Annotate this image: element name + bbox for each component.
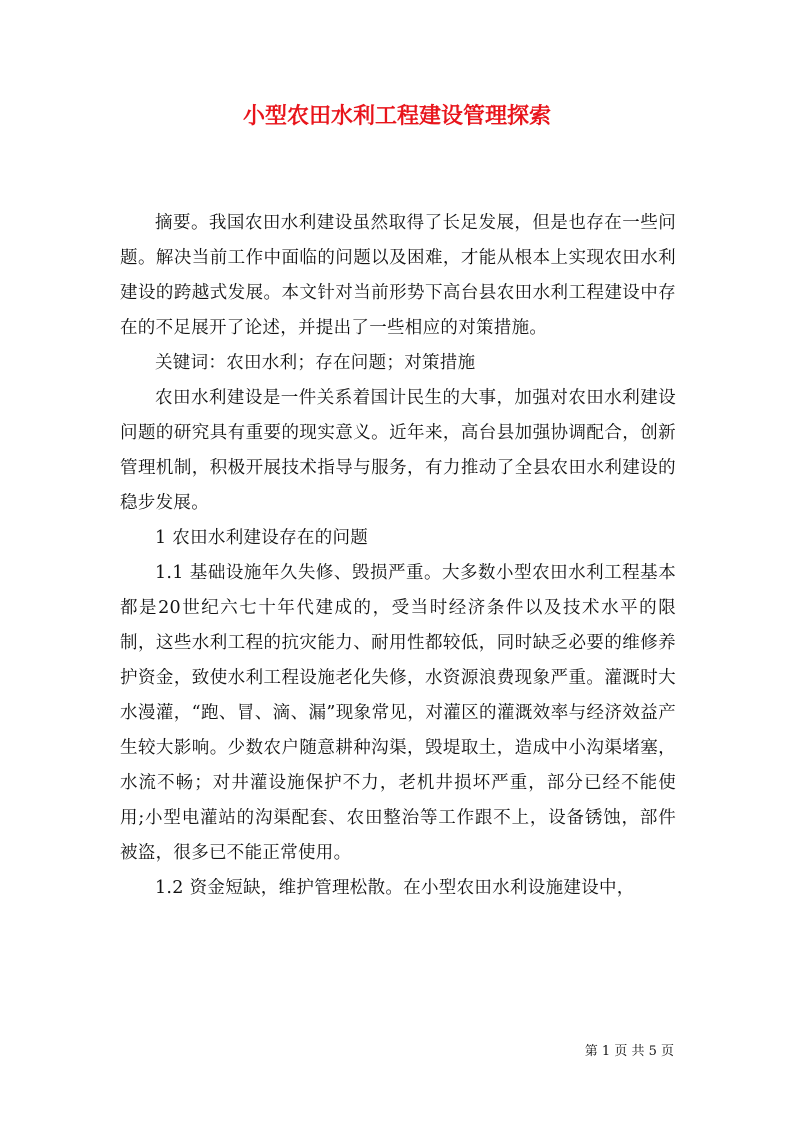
intro-paragraph: 农田水利建设是一件关系着国计民生的大事，加强对农田水利建设问题的研究具有重要的现实意义。近年来，高台县加强协调配合，创新管理机制，积极开展技术指导与服务，有力推动了全县农田水利建设的稳步发展。 bbox=[120, 388, 676, 513]
document-body bbox=[120, 206, 676, 906]
section-1-2-paragraph: 1.2 资金短缺，维护管理松散。在小型农田水利设施建设中， bbox=[155, 878, 635, 898]
section-heading-1: 1 农田水利建设存在的问题 bbox=[155, 528, 369, 548]
page-indicator: 第 1 页 共 5 页 bbox=[584, 1044, 674, 1059]
section-1-1-paragraph: 1.1 基础设施年久失修、毁损严重。大多数小型农田水利工程基本都是20世纪六七十年代建成的，受当时经济条件以及技术水平的限制，这些水利工程的抗灾能力、耐用性都较低，同时缺乏必要的维修养护资金，致使水利工程设施老化失修，水资源浪费现象严重。灌溉时大水漫灌，“跑、冒、滴、漏”现象常见，对灌区的灌溉效率与经济效益产生较大影响。少数农户随意耕种沟渠，毁堤取土，造成中小沟渠堵塞，水流不畅；对井灌设施保护不力，老机井损坏严重，部分已经不能使用;小型电灌站的沟渠配套、农田整治等工作跟不上，设备锈蚀，部件被盗，很多已不能正常使用。 bbox=[120, 563, 676, 863]
document-title: 小型农田水利工程建设管理探索 bbox=[242, 103, 551, 129]
keywords-paragraph: 关键词：农田水利；存在问题；对策措施 bbox=[155, 353, 476, 373]
abstract-paragraph: 摘要。我国农田水利建设虽然取得了长足发展，但是也存在一些问题。解决当前工作中面临的问题以及困难，才能从根本上实现农田水利建设的跨越式发展。本文针对当前形势下高台县农田水利工程建设中存在的不足展开了论述，并提出了一些相应的对策措施。 bbox=[120, 213, 676, 338]
